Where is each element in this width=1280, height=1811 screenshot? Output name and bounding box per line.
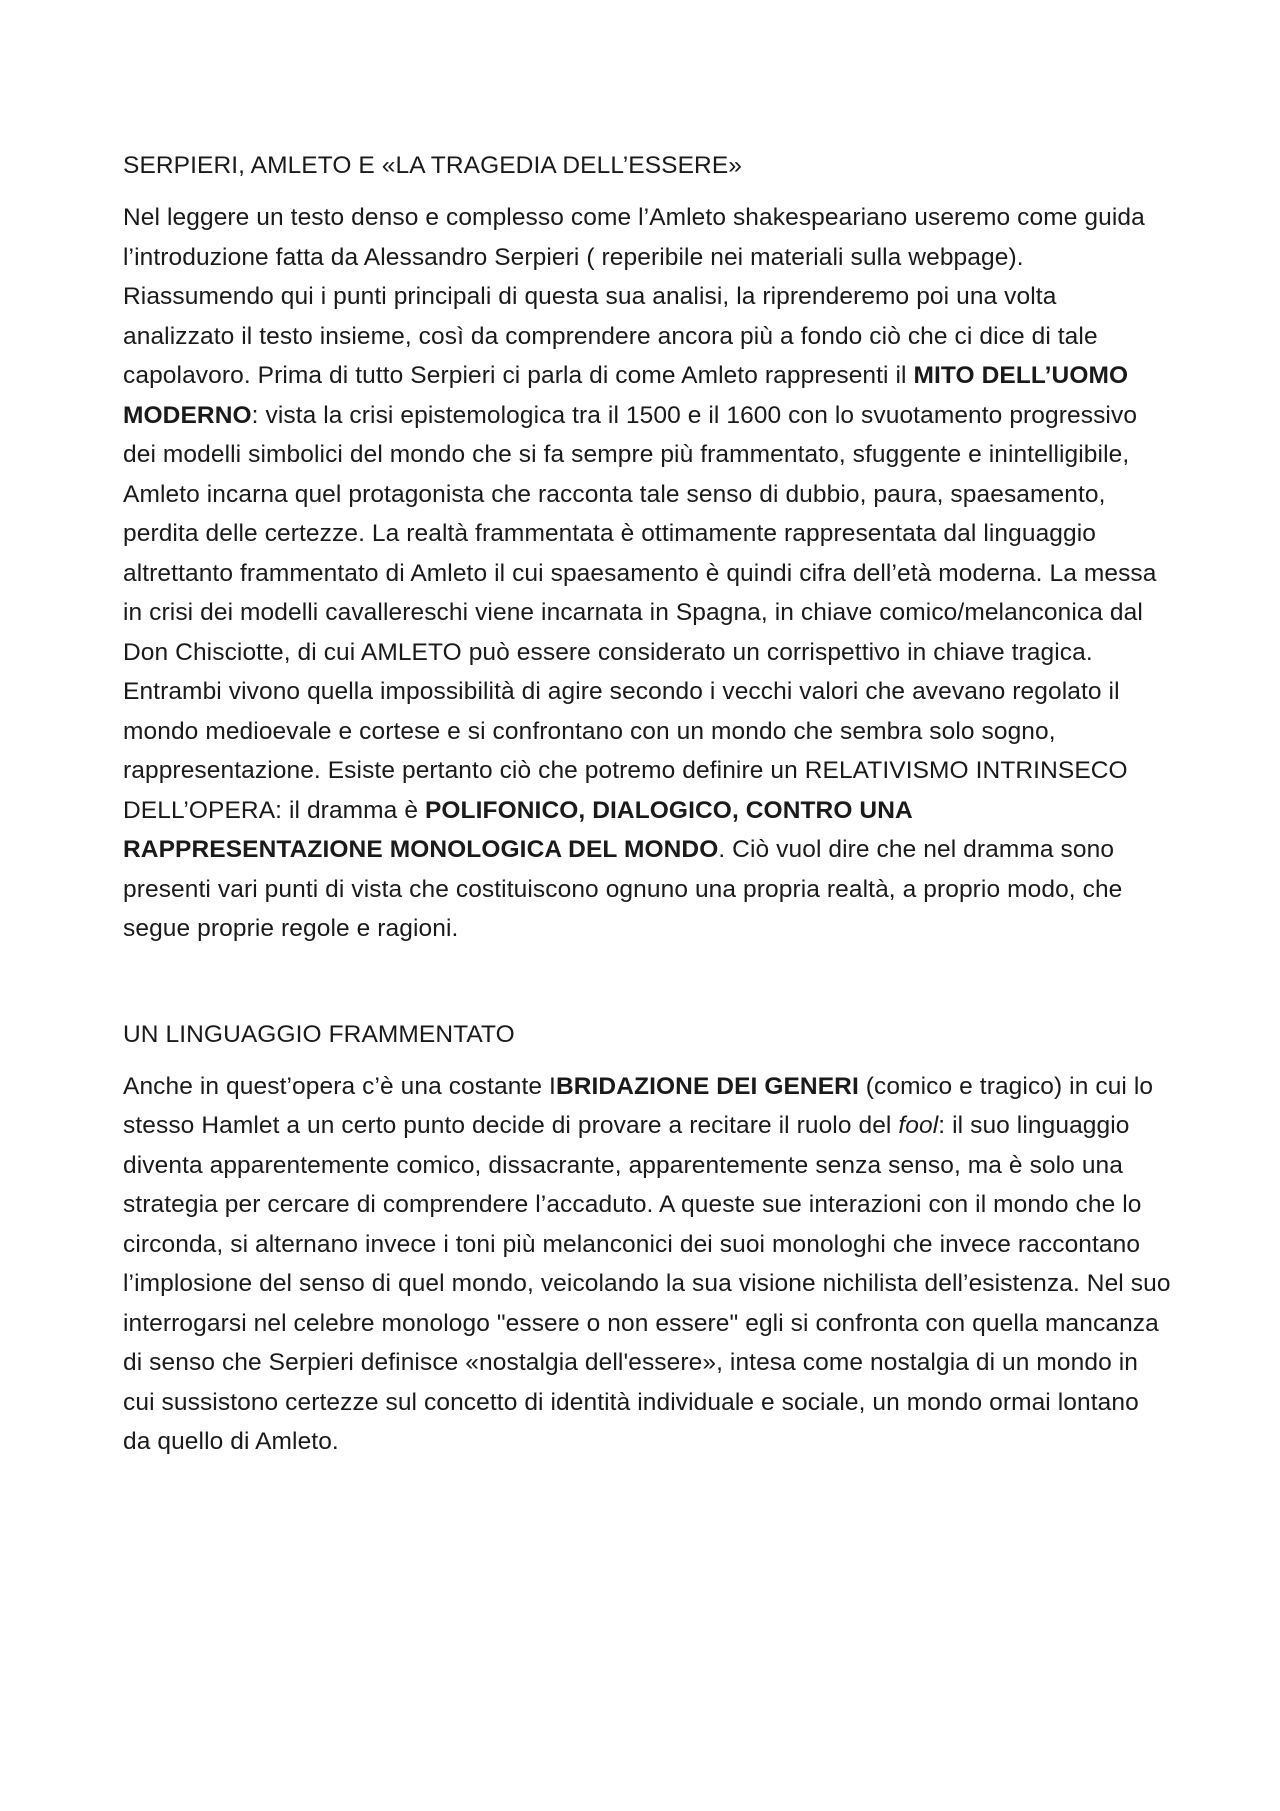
paragraph-serpieri [123,198,1173,949]
bold-phrase-mito: MITO DELL’UOMO MODERNO [123,362,1129,429]
paragraph-text: : il suo linguaggio diventa apparentemente comico, dissacrante, apparentemente senza senso, ma è solo una strategia per cercare di comprendere l’accaduto. A queste sue interazioni con il mondo che lo circonda, si alternano invece i toni più melanconici dei suoi monologhi che invece raccontano l’implosione del senso di quel mondo, veicolando la sua visione nichilista dell’esistenza. Nel suo interrogarsi nel celebre monologo "essere o non essere" egli si confronta con quella mancanza di senso che Serpieri definisce «nostalgia dell'essere», intesa come nostalgia di un mondo in cui sussistono certezze sul concetto di identità individuale e sociale, un mondo ormai lontano da quello di Amleto. [123,1112,1171,1455]
paragraph-linguaggio [123,1067,1173,1462]
paragraph-text: Nel leggere un testo denso e complesso come l’Amleto shakespeariano useremo come guida l’introduzione fatta da Alessandro Serpieri ( reperibile nei materiali sulla webpage). Riassumendo qui i punti principali di questa sua analisi, la riprenderemo poi una volta analizzato il testo insieme, così da comprendere ancora più a fondo ciò che ci dice di tale capolavoro. Prima di tutto Serpieri ci parla di come Amleto rappresenti il [123,204,1145,389]
paragraph-text: . Ciò vuol dire che nel dramma sono presenti vari punti di vista che costituiscono ognuno una propria realtà, a proprio modo, che segue proprie regole e ragioni. [123,836,1123,942]
paragraph-text: Anche in quest’opera c’è una costante I [123,1072,556,1100]
section-title-serpieri: SERPIERI, AMLETO E «LA TRAGEDIA DELL’ESSERE» [123,152,742,179]
document-page [123,150,1173,1462]
section-linguaggio [123,1019,1173,1462]
section-title-linguaggio: UN LINGUAGGIO FRAMMENTATO [123,1020,515,1048]
paragraph-text: (comico e tragico) in cui lo stesso Hamlet a un certo punto decide di provare a recitare il ruolo del [123,1072,1154,1139]
paragraph-text: : vista la crisi epistemologica tra il 1500 e il 1600 con lo svuotamento progressivo dei modelli simbolici del mondo che si fa sempre più frammentato, sfuggente e inintelligibile, Amleto incarna quel protagonista che racconta tale senso di dubbio, paura, spaesamento, perdita delle certezze. La realtà frammentata è ottimamente rappresentata dal linguaggio altrettanto frammentato di Amleto il cui spaesamento è quindi cifra dell’età moderna. La messa in crisi dei modelli cavallereschi viene incarnata in Spagna, in chiave comico/melanconica dal Don Chisciotte, di cui AMLETO può essere considerato un corrispettivo in chiave tragica. Entrambi vivono quella impossibilità di agire secondo i vecchi valori che avevano regolato il mondo medioevale e cortese e si confrontano con un mondo che sembra solo sogno, rappresentazione. Esiste pertanto ciò che potremo definire un RELATIVISMO INTRINSECO DELL’OPERA: il dramma è [123,401,1157,824]
bold-phrase-ibridazione: BRIDAZIONE DEI GENERI [555,1072,859,1100]
section-serpieri [123,150,1173,949]
italic-word-fool: fool [898,1112,939,1139]
bold-phrase-polifonico: POLIFONICO, DIALOGICO, CONTRO UNA RAPPRESENTAZIONE MONOLOGICA DEL MONDO [123,796,912,863]
